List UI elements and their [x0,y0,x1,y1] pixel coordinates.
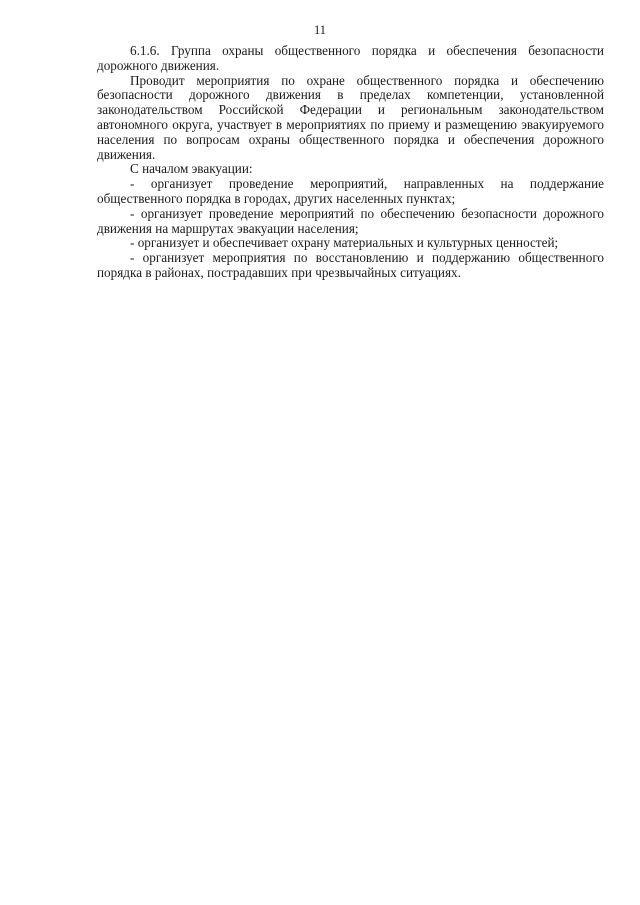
list-item: - организует проведение мероприятий по обеспечению безопасности дорожного движения на маршрутах эвакуации населения; [97,205,604,236]
list-item: - организует мероприятия по восстановлению и поддержанию общественного порядка в районах, пострадавших при чрезвычайных ситуациях. [97,250,604,280]
document-body [97,44,604,281]
list-item: - организует и обеспечивает охрану материальных и культурных ценностей; [130,235,559,251]
paragraph: Проводит мероприятия по охране общественного порядка и обеспечению безопасности дорожного движения в пределах компетенции, установленной законодательством Российской Федерации и региональным законодательством автономного округа, участвует в мероприятиях по приему и размещению эвакуируемого населения по вопросам охраны общественного порядка и обеспечения дорожного движения. [97,72,604,162]
list-item: - организует проведение мероприятий, направленных на поддержание общественного порядка в городах, других населенных пунктах; [97,176,604,206]
section-heading: 6.1.6. Группа охраны общественного порядка и обеспечения безопасности дорожного движения. [97,43,604,73]
page-number: 11 [313,23,327,37]
paragraph: С началом эвакуации: [130,161,253,177]
